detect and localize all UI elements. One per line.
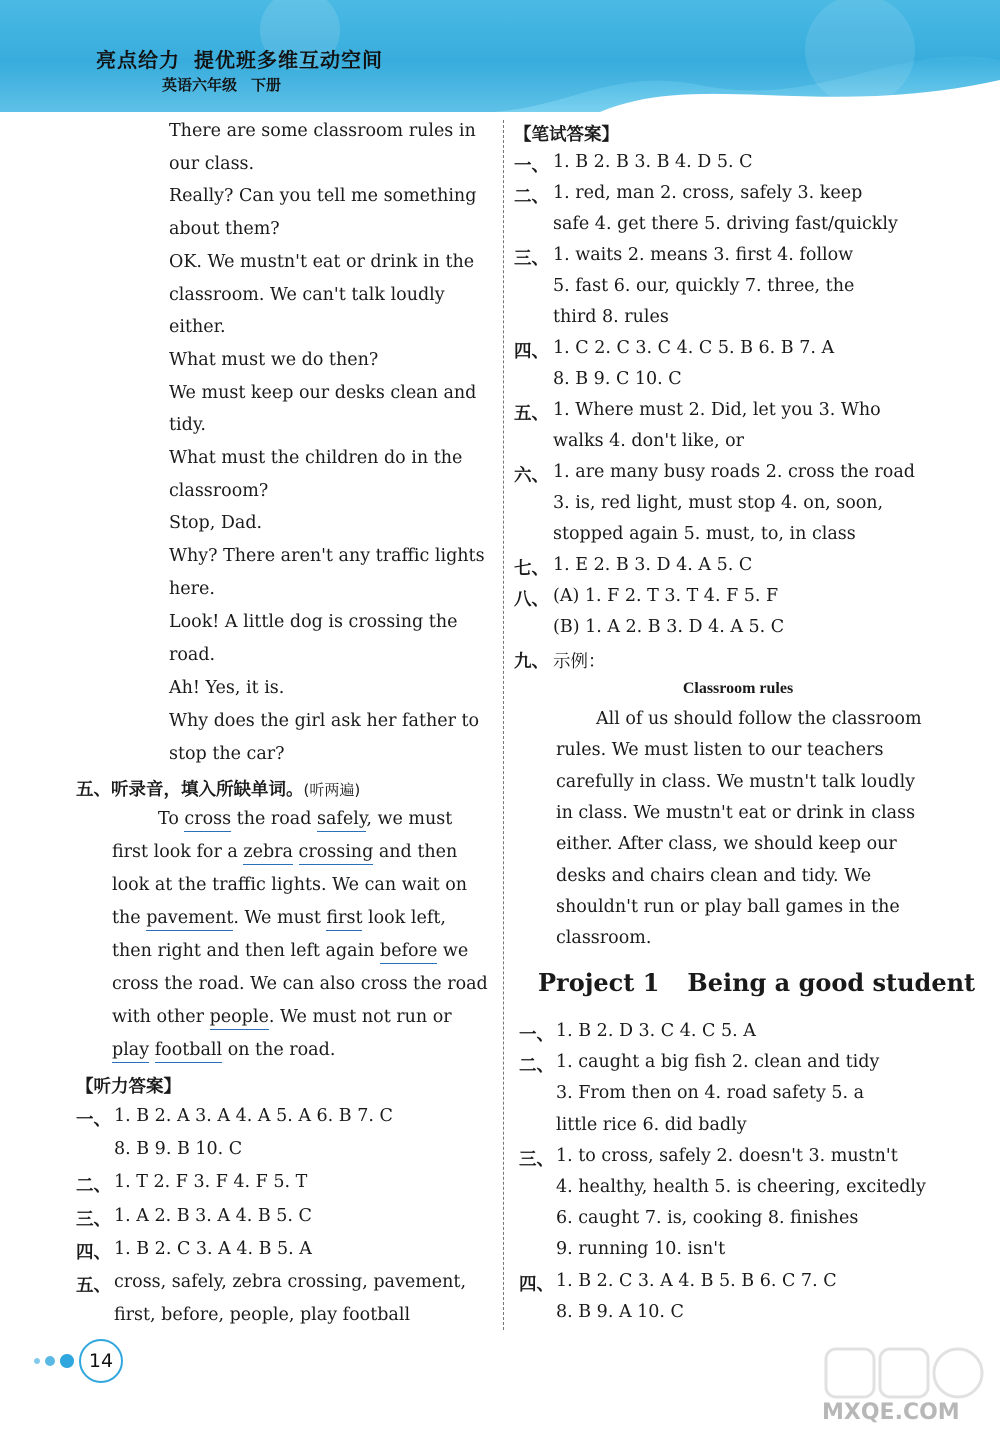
dialog-text: Stop, Dad. — [169, 513, 263, 533]
item-label: 一、 — [514, 156, 549, 176]
dialog-text: Why? There aren't any traffic lights — [169, 546, 485, 566]
dialog-text: Look! A little dog is crossing the — [169, 612, 458, 632]
dialog-text: We must keep our desks clean and — [169, 382, 477, 403]
essay-line: shouldn't run or play ball games in the — [556, 896, 900, 917]
essay-line: All of us should follow the classroom — [596, 709, 922, 729]
item-text: stopped again 5. must, to, in class — [553, 524, 856, 544]
watermark-text: MXQE.COM — [822, 1400, 960, 1425]
subject-label: 英语六年级 — [162, 76, 238, 94]
answer-word: football — [155, 1040, 222, 1063]
section5-title: 五、听录音，填入所缺单词。 — [76, 780, 304, 800]
essay-line: desks and chairs clean and tidy. We — [556, 865, 872, 886]
header-banner — [0, 0, 1000, 112]
written-answers-heading: 【笔试答案】 — [514, 125, 619, 145]
dialog-text: Why does the girl ask her father to — [169, 711, 480, 731]
item-text: 8. B 9. C 10. C — [553, 369, 682, 389]
item-text: (B) 1. A 2. B 3. D 4. A 5. C — [553, 617, 785, 637]
book-subtitle — [162, 74, 281, 95]
item-text: 1. waits 2. means 3. first 4. follow — [553, 245, 854, 265]
dialog-text: either. — [169, 317, 226, 338]
item-label: 八、 — [514, 590, 549, 610]
page-number: 14 — [79, 1339, 123, 1383]
listening-answers-heading: 【听力答案】 — [76, 1077, 181, 1097]
dot-icon — [45, 1356, 55, 1366]
item-label: 九、 — [514, 652, 549, 672]
dialog-text: What must the children do in the — [169, 448, 463, 468]
item-text: cross, safely, zebra crossing, pavement, — [114, 1272, 467, 1292]
dialog-text: OK. We mustn't eat or drink in the — [169, 251, 475, 272]
dialog-text: our class. — [169, 153, 255, 174]
dot-icon — [60, 1354, 74, 1368]
dialog-text: classroom? — [169, 480, 269, 501]
item-label: 六、 — [514, 466, 549, 486]
project-title: Being a good student — [687, 968, 976, 997]
column-divider — [503, 120, 504, 1330]
answer-word: pavement — [146, 908, 233, 931]
item-label: 二、 — [519, 1056, 554, 1077]
dialog-text: about them? — [169, 219, 280, 240]
passage-line-5: then right and then left again before we — [112, 941, 468, 961]
item-text: 4. healthy, health 5. is cheering, excitedly — [556, 1177, 926, 1197]
item-label: 二、 — [514, 187, 549, 207]
item-label: 三、 — [76, 1209, 111, 1230]
item-text: 3. From then on 4. road safety 5. a — [556, 1083, 865, 1104]
dialog-text: stop the car? — [169, 744, 285, 764]
item-text: little rice 6. did badly — [556, 1114, 747, 1135]
brand-title — [96, 44, 383, 73]
answer-word: cross — [184, 809, 231, 832]
answer-word: before — [380, 941, 437, 964]
answer-word: play — [112, 1040, 149, 1063]
passage-line-7: with other people. We must not run or — [112, 1007, 452, 1027]
section5-heading — [76, 776, 360, 801]
dialog-text: There are some classroom rules in — [169, 121, 476, 141]
project-heading — [538, 968, 975, 997]
project-label: Project 1 — [538, 968, 660, 997]
brand-left: 亮点给力 — [96, 48, 180, 72]
passage-line-2: first look for a zebra crossing and then — [112, 842, 457, 862]
item-text: 1. E 2. B 3. D 4. A 5. C — [553, 555, 753, 575]
item-label: 三、 — [519, 1149, 554, 1170]
item-text: 1. Where must 2. Did, let you 3. Who — [553, 400, 881, 420]
item-label: 五、 — [514, 404, 549, 424]
answer-word: crossing — [299, 842, 374, 865]
item-text: 1. are many busy roads 2. cross the road — [553, 462, 915, 482]
passage-line-8: play football on the road. — [112, 1040, 335, 1060]
item-text: 1. B 2. C 3. A 4. B 5. B 6. C 7. C — [556, 1270, 837, 1291]
dialog-text: What must we do then? — [169, 349, 379, 370]
dot-icon — [34, 1358, 40, 1364]
item-text: 8. B 9. A 10. C — [556, 1301, 684, 1322]
item-label: 四、 — [76, 1242, 111, 1263]
dialog-text: Ah! Yes, it is. — [169, 678, 285, 698]
item-text: 9. running 10. isn't — [556, 1239, 726, 1260]
item-label: 五、 — [76, 1276, 111, 1296]
item-text: 1. B 2. B 3. B 4. D 5. C — [553, 152, 753, 172]
passage-line-6: cross the road. We can also cross the road — [112, 974, 488, 994]
essay-line: rules. We must listen to our teachers — [556, 740, 884, 761]
item-label: 七、 — [514, 559, 549, 579]
dialog-text: tidy. — [169, 415, 206, 436]
answer-word: zebra — [243, 842, 293, 865]
essay-line: in class. We mustn't eat or drink in class — [556, 802, 916, 823]
item-text: 1. red, man 2. cross, safely 3. keep — [553, 183, 863, 203]
item-text: 1. C 2. C 3. C 4. C 5. B 6. B 7. A — [553, 338, 835, 358]
passage-line-3: look at the traffic lights. We can wait on — [112, 875, 468, 895]
item-text: 1. B 2. C 3. A 4. B 5. A — [114, 1238, 312, 1259]
passage-line-4: the pavement. We must first look left, — [112, 908, 446, 928]
answer-word: people — [210, 1007, 269, 1030]
passage-line-1: To cross the road safely, we must — [158, 809, 452, 829]
item-text: 5. fast 6. our, quickly 7. three, the — [553, 276, 855, 296]
item-label: 一、 — [519, 1025, 554, 1045]
item-label: 三、 — [514, 249, 549, 269]
page-number-badge — [34, 1340, 123, 1382]
essay-title: Classroom rules — [682, 680, 794, 697]
item-text: 1. T 2. F 3. F 4. F 5. T — [114, 1172, 308, 1193]
item-label: 四、 — [514, 342, 549, 362]
answer-word: safely — [317, 809, 366, 832]
item-text: (A) 1. F 2. T 3. T 4. F 5. F — [553, 586, 779, 606]
item-text: 8. B 9. B 10. C — [114, 1139, 243, 1160]
item-text: 3. is, red light, must stop 4. on, soon, — [553, 493, 884, 513]
essay-line: classroom. — [556, 928, 652, 949]
item-label: 二、 — [76, 1176, 111, 1197]
essay-line: carefully in class. We mustn't talk loudly — [556, 771, 916, 792]
item-text: 1. caught a big fish 2. clean and tidy — [556, 1052, 880, 1073]
item-text: 1. A 2. B 3. A 4. B 5. C — [114, 1205, 312, 1226]
item-text: 1. to cross, safely 2. doesn't 3. mustn't — [556, 1145, 898, 1166]
item-text: 示例： — [553, 652, 606, 672]
section5-note: (听两遍) — [303, 781, 361, 799]
dialog-text: road. — [169, 645, 216, 665]
dialog-text: Really? Can you tell me something — [169, 186, 477, 207]
answer-word: first — [326, 908, 362, 931]
dialog-text: classroom. We can't talk loudly — [169, 284, 445, 305]
dialog-text: here. — [169, 579, 215, 599]
item-label: 四、 — [519, 1274, 554, 1295]
item-text: 6. caught 7. is, cooking 8. finishes — [556, 1208, 859, 1229]
item-text: third 8. rules — [553, 307, 669, 327]
item-text: first, before, people, play football — [114, 1305, 411, 1326]
item-text: safe 4. get there 5. driving fast/quickly — [553, 214, 898, 234]
brand-right: 提优班多维互动空间 — [194, 48, 383, 72]
essay-line: either. After class, we should keep our — [556, 834, 897, 855]
item-text: 1. B 2. A 3. A 4. A 5. A 6. B 7. C — [114, 1106, 393, 1126]
volume-label: 下册 — [251, 76, 282, 94]
item-text: walks 4. don't like, or — [553, 431, 745, 451]
item-label: 一、 — [76, 1110, 111, 1130]
item-text: 1. B 2. D 3. C 4. C 5. A — [556, 1021, 756, 1041]
